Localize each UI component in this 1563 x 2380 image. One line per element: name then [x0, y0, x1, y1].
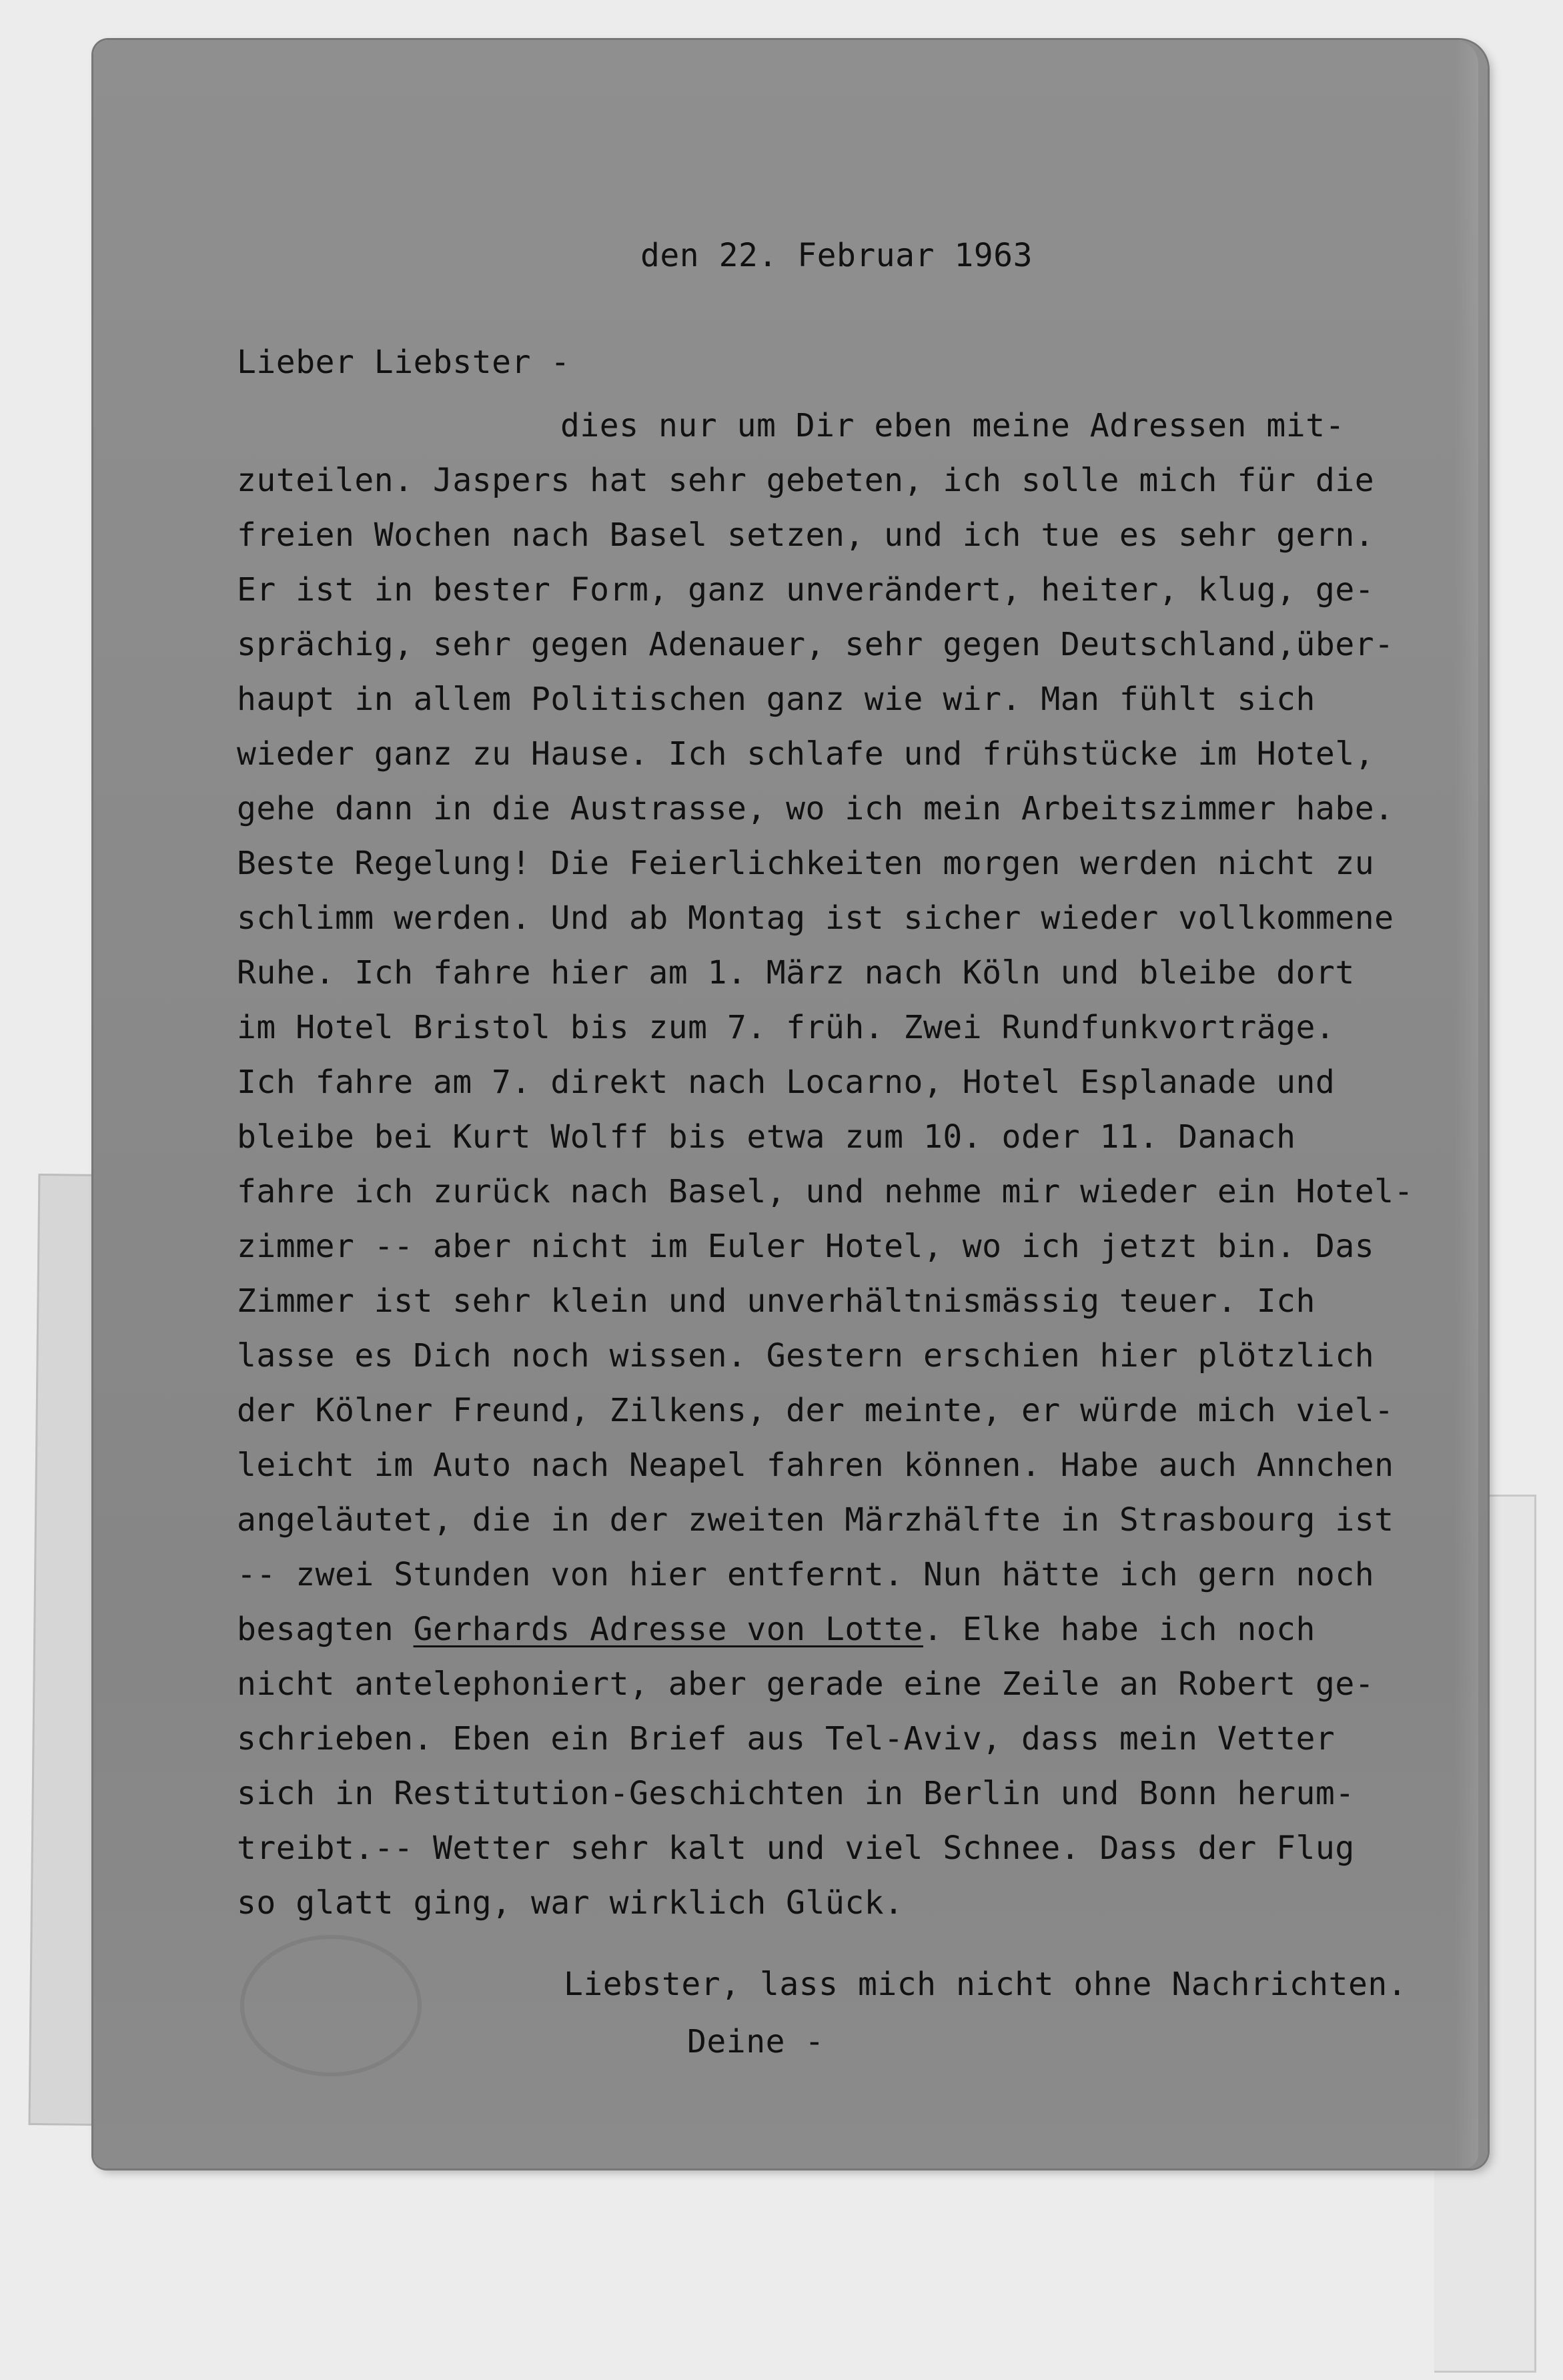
underlined-phrase: Gerhards Adresse von Lotte [413, 1611, 923, 1648]
underline-prefix: besagten [237, 1611, 414, 1648]
body-line: Beste Regelung! Die Feierlichkeiten morgen werden nicht zu [237, 845, 1375, 882]
letter-salutation: Lieber Liebster - [237, 344, 570, 381]
body-line: sich in Restitution-Geschichten in Berlin und Bonn herum- [237, 1775, 1355, 1812]
body-line: schrieben. Eben ein Brief aus Tel-Aviv, dass mein Vetter [237, 1720, 1336, 1757]
letter-closing: Liebster, lass mich nicht ohne Nachrichten. [564, 1966, 1408, 2003]
underline-suffix: . Elke habe ich noch [923, 1611, 1316, 1648]
body-line: Zimmer ist sehr klein und unverhältnismässig teuer. Ich [237, 1282, 1316, 1320]
body-line: Ruhe. Ich fahre hier am 1. März nach Köln und bleibe dort [237, 954, 1355, 991]
body-line: angeläutet, die in der zweiten Märzhälfte in Strasbourg ist [237, 1501, 1394, 1539]
body-line: wieder ganz zu Hause. Ich schlafe und frühstücke im Hotel, [237, 735, 1375, 773]
body-line: leicht im Auto nach Neapel fahren können. Habe auch Annchen [237, 1447, 1394, 1484]
body-line: freien Wochen nach Basel setzen, und ich tue es sehr gern. [237, 516, 1375, 554]
body-line: treibt.-- Wetter sehr kalt und viel Schnee. Dass der Flug [237, 1830, 1355, 1867]
body-line: so glatt ging, war wirklich Glück. [237, 1884, 904, 1922]
body-line: der Kölner Freund, Zilkens, der meinte, er würde mich viel- [237, 1392, 1394, 1429]
letter-date: den 22. Februar 1963 [640, 237, 1033, 274]
body-line: bleibe bei Kurt Wolff bis etwa zum 10. oder 11. Danach [237, 1118, 1296, 1156]
body-line: im Hotel Bristol bis zum 7. früh. Zwei Rundfunkvorträge. [237, 1009, 1336, 1046]
body-line: gehe dann in die Austrasse, wo ich mein Arbeitszimmer habe. [237, 790, 1394, 827]
body-line: -- zwei Stunden von hier entfernt. Nun hätte ich gern noch [237, 1556, 1375, 1593]
body-line: Er ist in bester Form, ganz unverändert, heiter, klug, ge- [237, 571, 1375, 609]
body-line: nicht antelephoniert, aber gerade eine Zeile an Robert ge- [237, 1665, 1375, 1703]
body-line: haupt in allem Politischen ganz wie wir. Man fühlt sich [237, 681, 1316, 718]
body-line: zuteilen. Jaspers hat sehr gebeten, ich solle mich für die [237, 462, 1375, 499]
body-line: sprächig, sehr gegen Adenauer, sehr gegen Deutschland,über- [237, 626, 1394, 663]
body-line: schlimm werden. Und ab Montag ist sicher wieder vollkommene [237, 899, 1394, 937]
body-line: Ich fahre am 7. direkt nach Locarno, Hotel Esplanade und [237, 1064, 1336, 1101]
letter-signature: Deine - [687, 2023, 825, 2060]
body-line: lasse es Dich noch wissen. Gestern erschien hier plötzlich [237, 1337, 1375, 1374]
body-line: zimmer -- aber nicht im Euler Hotel, wo ich jetzt bin. Das [237, 1228, 1375, 1265]
body-line: dies nur um Dir eben meine Adressen mit- [560, 407, 1345, 444]
body-line: fahre ich zurück nach Basel, und nehme mir wieder ein Hotel- [237, 1173, 1414, 1210]
body-line-with-underline [237, 1611, 1316, 1648]
